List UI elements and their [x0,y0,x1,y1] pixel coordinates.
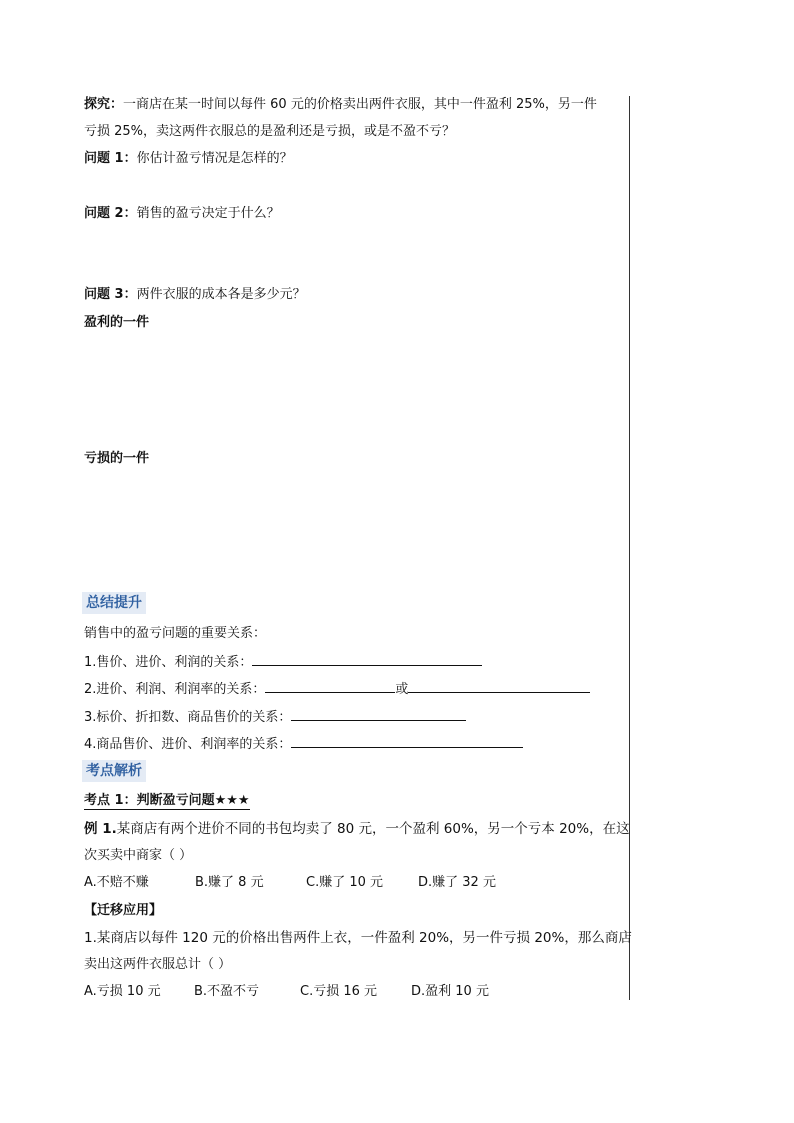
profit-item-heading: 盈利的一件 [84,315,150,330]
summary-item-1 [84,652,482,672]
question-1-text: 你估计盈亏情况是怎样的？ [136,151,293,166]
summary-item-4-text: 4.商品售价、进价、利润率的关系： [84,737,292,752]
option-b[interactable]: B.赚了 8 元 [195,875,264,890]
question-3-label: 问题 3： [84,287,137,302]
summary-item-2 [84,679,590,699]
answer-blank[interactable] [252,652,482,666]
option-d[interactable]: D.盈利 10 元 [411,984,489,999]
exercise-1-line-2: 卖出这两件衣服总计（ ） [84,957,232,972]
example-1-options [84,874,496,892]
explore-line-2: 亏损 25%，卖这两件衣服总的是盈利还是亏损，或是不盈不亏？ [84,124,456,139]
option-c[interactable]: C.亏损 16 元 [300,984,378,999]
explore-line-1 [84,96,597,114]
right-margin-line [629,96,630,1000]
summary-item-2-text: 2.进价、利润、利润率的关系： [84,682,266,697]
question-2 [84,205,280,223]
explore-text-1: 一商店在某一时间以每件 60 元的价格卖出两件衣服，其中一件盈利 25%，另一件 [123,97,597,112]
summary-item-4 [84,734,523,754]
option-c[interactable]: C.赚了 10 元 [306,875,384,890]
answer-blank[interactable] [291,734,523,748]
example-1-label: 例 1. [84,821,117,837]
summary-section-title: 总结提升 [82,592,146,614]
analysis-section-title: 考点解析 [82,760,146,782]
summary-intro: 销售中的盈亏问题的重要关系： [84,626,267,641]
point-1-text: 考点 1：判断盈亏问题★★★ [84,793,250,808]
summary-item-1-text: 1.售价、进价、利润的关系： [84,655,253,670]
question-3-text: 两件衣服的成本各是多少元？ [136,287,306,302]
option-b[interactable]: B.不盈不亏 [194,984,260,999]
example-1-text-1: 某商店有两个进价不同的书包均卖了 80 元，一个盈利 60%，另一个亏本 20%，在这 [116,821,630,837]
exercise-1-line-1: 1.某商店以每件 120 元的价格出售两件上衣，一件盈利 20%，另一件亏损 20%，那么商店 [84,930,632,946]
question-2-text: 销售的盈亏决定于什么？ [136,206,280,221]
question-1-label: 问题 1： [84,151,137,166]
transfer-heading: 【迁移应用】 [84,903,163,918]
exercise-1-options [84,983,489,1001]
option-d[interactable]: D.赚了 32 元 [418,875,496,890]
loss-item-heading: 亏损的一件 [84,451,150,466]
answer-blank[interactable] [291,707,466,721]
summary-item-3-text: 3.标价、折扣数、商品售价的关系： [84,710,292,725]
answer-blank[interactable] [265,679,395,693]
option-a[interactable]: A.亏损 10 元 [84,984,161,999]
option-a[interactable]: A.不赔不赚 [84,875,149,890]
example-1-line-2: 次买卖中商家（ ） [84,848,193,863]
point-1-heading [84,792,250,810]
example-1-line-1 [84,820,630,838]
question-2-label: 问题 2： [84,206,137,221]
answer-blank[interactable] [408,679,590,693]
question-1 [84,150,293,168]
question-3 [84,286,306,304]
summary-item-3 [84,707,466,727]
explore-label: 探究： [84,97,124,112]
or-word: 或 [395,682,409,697]
